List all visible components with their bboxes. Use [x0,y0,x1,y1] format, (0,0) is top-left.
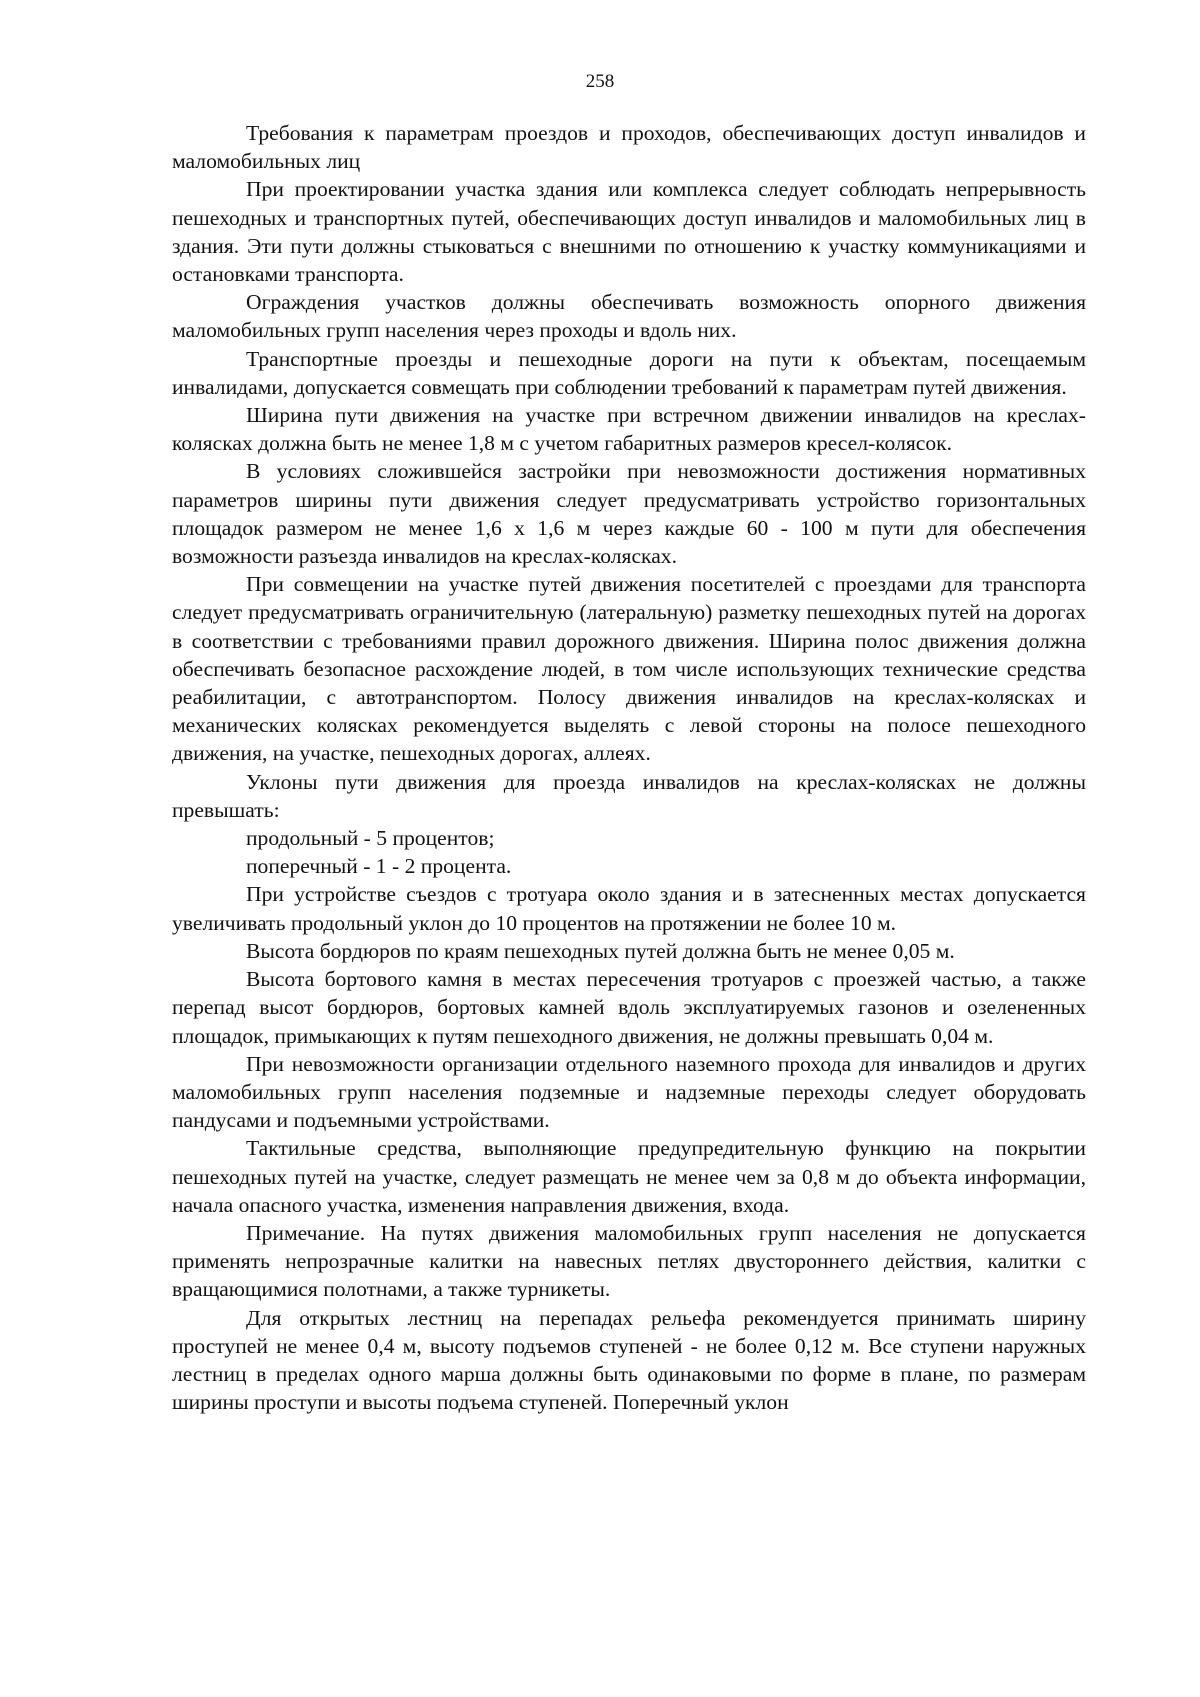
paragraph: При невозможности организации отдельного наземного прохода для инвалидов и других маломобильных групп населения подземные и надземные переходы следует оборудовать пандусами и подъемными устройствами. [172,1051,1086,1133]
paragraph: Ограждения участков должны обеспечивать возможность опорного движения маломобильных групп населения через проходы и вдоль них. [172,290,1086,343]
paragraph: Транспортные проезды и пешеходные дороги на пути к объектам, посещаемым инвалидами, допускается совмещать при соблюдении требований к параметрам путей движения. [172,346,1086,399]
paragraph: В условиях сложившейся застройки при невозможности достижения нормативных параметров ширины пути движения следует предусматривать устройство горизонтальных площадок размером не менее 1,6 x 1,6 м через каждые 60 - 100 м пути для обеспечения возможности разъезда инвалидов на креслах-колясках. [172,459,1086,569]
paragraph: Высота бордюров по краям пешеходных путей должна быть не менее 0,05 м. [246,938,955,963]
list-item: продольный - 5 процентов; [246,826,495,851]
paragraph: Для открытых лестниц на перепадах рельефа рекомендуется принимать ширину проступей не менее 0,4 м, высоту подъемов ступеней - не более 0,12 м. Все ступени наружных лестниц в пределах одного марша должны быть одинаковыми по форме в плане, по размерам ширины проступи и высоты подъема ступеней. Поперечный уклон [172,1305,1086,1415]
paragraph: Тактильные средства, выполняющие предупредительную функцию на покрытии пешеходных путей на участке, следует размещать не менее чем за 0,8 м до объекта информации, начала опасного участка, изменения направления движения, входа. [172,1136,1086,1217]
paragraph: Уклоны пути движения для проезда инвалидов на креслах-колясках не должны превышать: [172,769,1086,822]
paragraph: При совмещении на участке путей движения посетителей с проездами для транспорта следует предусматривать ограничительную (латеральную) разметку пешеходных путей на дорогах в соответствии с требованиями правил дорожного движения. Ширина полос движения должна обеспечивать безопасное расхождение людей, в том числе использующих технические средства реабилитации, с автотранспортом. Полосу движения инвалидов на креслах-колясках и механических колясках рекомендуется выделять с левой стороны на полосе пешеходного движения, на участке, пешеходных дорогах, аллеях. [172,572,1086,766]
list-item: поперечный - 1 - 2 процента. [246,854,512,879]
paragraph-heading: Требования к параметрам проездов и проходов, обеспечивающих доступ инвалидов и маломобильных лиц [172,121,1086,174]
paragraph: При устройстве съездов с тротуара около здания и в затесненных местах допускается увеличивать продольный уклон до 10 процентов на протяжении не более 10 м. [172,882,1086,935]
paragraph: При проектировании участка здания или комплекса следует соблюдать непрерывность пешеходных и транспортных путей, обеспечивающих доступ инвалидов и маломобильных лиц в здания. Эти пути должны стыковаться с внешними по отношению к участку коммуникациями и остановками транспорта. [172,177,1086,287]
note-paragraph: Примечание. На путях движения маломобильных групп населения не допускается применять непрозрачные калитки на навесных петлях двустороннего действия, калитки с вращающимися полотнами, а также турникеты. [172,1220,1086,1302]
page-number: 258 [585,71,615,92]
document-body [172,119,1086,1416]
paragraph: Ширина пути движения на участке при встречном движении инвалидов на креслах-колясках должна быть не менее 1,8 м с учетом габаритных размеров кресел-колясок. [172,403,1086,456]
paragraph: Высота бортового камня в местах пересечения тротуаров с проезжей частью, а также перепад высот бордюров, бортовых камней вдоль эксплуатируемых газонов и озелененных площадок, примыкающих к путям пешеходного движения, не должны превышать 0,04 м. [172,967,1086,1048]
